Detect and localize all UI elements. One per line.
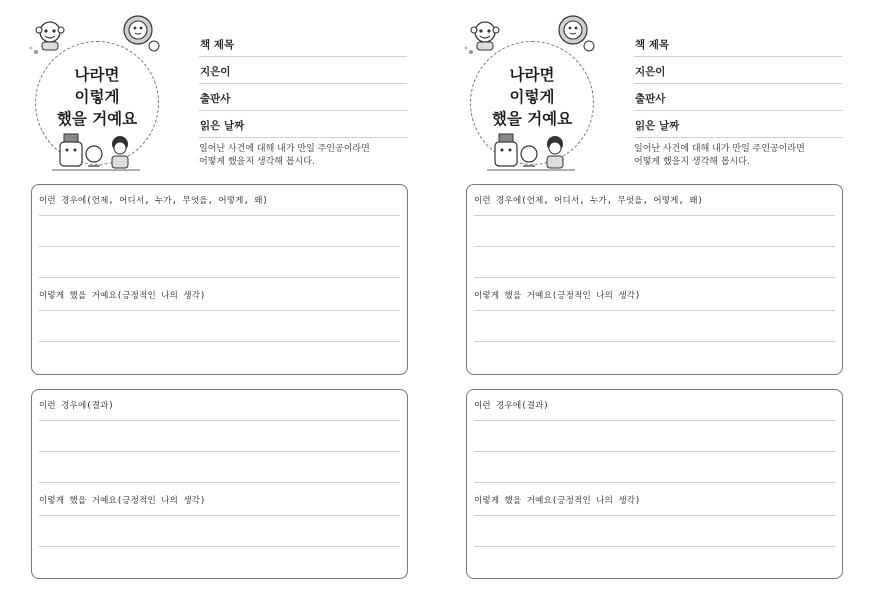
- publisher-label: 출판사: [635, 93, 666, 105]
- title-line-3: 했을 거예요: [56, 110, 138, 128]
- worksheet-title: [471, 64, 593, 130]
- my-action-prompt: 이렇게 했을 거예요(긍정적인 나의 생각): [39, 291, 206, 301]
- instruction-text: [634, 143, 849, 169]
- writing-line[interactable]: [474, 215, 835, 216]
- instruction-line-1: 일어난 사건에 대해 내가 만일 주인공이라면: [199, 144, 370, 154]
- book-title-field[interactable]: [199, 30, 407, 57]
- situation-box-top: [466, 184, 843, 375]
- publisher-label: 출판사: [200, 93, 231, 105]
- instruction-text: [199, 143, 414, 169]
- title-line-3: 했을 거예요: [491, 110, 573, 128]
- instruction-line-2: 어떻게 했을지 생각해 봅시다.: [199, 157, 315, 167]
- writing-line[interactable]: [39, 420, 400, 421]
- cartoon-characters-bottom-illustration: [52, 128, 142, 173]
- title-line-1: 나라면: [74, 66, 120, 84]
- writing-line[interactable]: [474, 277, 835, 278]
- result-prompt: 이런 경우에(결과): [39, 401, 114, 411]
- writing-line[interactable]: [474, 420, 835, 421]
- writing-line[interactable]: [39, 310, 400, 311]
- writing-line[interactable]: [39, 246, 400, 247]
- read-date-label: 읽은 날짜: [635, 120, 680, 132]
- book-title-label: 책 제목: [200, 39, 235, 51]
- read-date-field[interactable]: [634, 111, 842, 138]
- my-action-prompt: 이렇게 했을 거예요(긍정적인 나의 생각): [474, 496, 641, 506]
- title-line-2: 이렇게: [74, 88, 120, 106]
- result-prompt: 이런 경우에(결과): [474, 401, 549, 411]
- writing-line[interactable]: [474, 482, 835, 483]
- writing-line[interactable]: [474, 546, 835, 547]
- result-box-bottom: [31, 389, 408, 579]
- author-label: 지은이: [200, 66, 231, 78]
- book-title-field[interactable]: [634, 30, 842, 57]
- instruction-line-1: 일어난 사건에 대해 내가 만일 주인공이라면: [634, 144, 805, 154]
- book-info-fields: [199, 30, 407, 138]
- writing-line[interactable]: [39, 515, 400, 516]
- title-line-1: 나라면: [509, 66, 555, 84]
- writing-line[interactable]: [474, 246, 835, 247]
- situation-prompt: 이런 경우에(언제, 어디서, 누가, 무엇을, 어떻게, 왜): [474, 196, 703, 206]
- publisher-field[interactable]: [199, 84, 407, 111]
- situation-box-top: [31, 184, 408, 375]
- book-info-fields: [634, 30, 842, 138]
- worksheet-page-right: [435, 0, 870, 612]
- title-line-2: 이렇게: [509, 88, 555, 106]
- writing-line[interactable]: [39, 546, 400, 547]
- read-date-label: 읽은 날짜: [200, 120, 245, 132]
- cartoon-characters-bottom-illustration: [487, 128, 577, 173]
- instruction-line-2: 어떻게 했을지 생각해 봅시다.: [634, 157, 750, 167]
- result-box-bottom: [466, 389, 843, 579]
- writing-line[interactable]: [474, 515, 835, 516]
- publisher-field[interactable]: [634, 84, 842, 111]
- author-field[interactable]: [634, 57, 842, 84]
- writing-line[interactable]: [39, 215, 400, 216]
- situation-prompt: 이런 경우에(언제, 어디서, 누가, 무엇을, 어떻게, 왜): [39, 196, 268, 206]
- writing-line[interactable]: [39, 451, 400, 452]
- writing-line[interactable]: [39, 341, 400, 342]
- writing-line[interactable]: [474, 341, 835, 342]
- worksheet-title: [36, 64, 158, 130]
- author-label: 지은이: [635, 66, 666, 78]
- my-action-prompt: 이렇게 했을 거예요(긍정적인 나의 생각): [474, 291, 641, 301]
- writing-line[interactable]: [39, 482, 400, 483]
- book-title-label: 책 제목: [635, 39, 670, 51]
- author-field[interactable]: [199, 57, 407, 84]
- read-date-field[interactable]: [199, 111, 407, 138]
- writing-line[interactable]: [474, 451, 835, 452]
- writing-line[interactable]: [474, 310, 835, 311]
- writing-line[interactable]: [39, 277, 400, 278]
- my-action-prompt: 이렇게 했을 거예요(긍정적인 나의 생각): [39, 496, 206, 506]
